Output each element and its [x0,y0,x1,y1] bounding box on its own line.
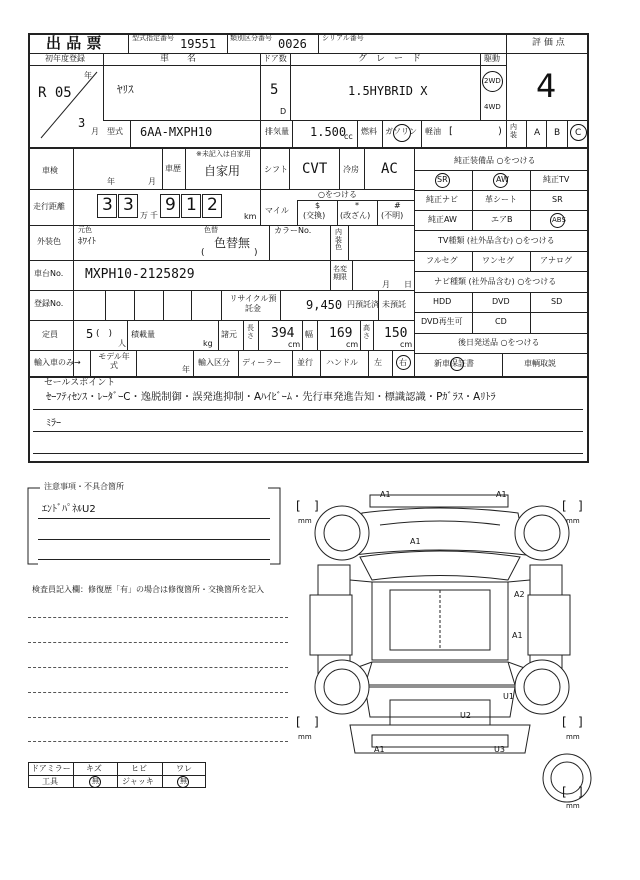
model-value: 6AA-MXPH10 [140,125,213,139]
tire-fr-mm: mm [566,517,580,525]
length-unit: cm [288,340,301,349]
inspection-label: 車検 [42,166,58,175]
chassis-value: MXPH10-2125829 [85,267,195,282]
diag-label-u3: U3 [494,745,505,754]
length-value: 394 [271,326,295,341]
handle-label: ハンドル [326,358,358,367]
height-value: 150 [384,326,408,341]
equip-r2-c2: 革シート [485,195,517,204]
equip-r2-c1: 純正ナビ [426,195,458,204]
tire-spare-mm: mm [566,802,580,810]
grade-value: 1.5HYBRID X [348,84,428,98]
legend-r2: 無 [92,777,99,785]
capacity-label: 定員 [42,330,58,339]
name-label: 車 名 [160,54,197,64]
dealer-label: ディーラー [242,358,282,367]
notes-line-1: ｴﾝﾄﾞﾊﾟﾈﾙU2 [42,504,96,515]
capacity-paren: ( ) [96,329,113,339]
ac-label: 冷房 [343,165,359,174]
mileage-digit-4: 1 [186,195,197,215]
year-unit: 年 [84,71,92,80]
genuine-label: 純正装備品 ○をつける [454,156,536,165]
drive-4wd: 4WD [484,103,501,111]
load-label: 積載量 [131,330,155,339]
width-value: 169 [329,326,353,341]
tire-rr-mm: mm [566,733,580,741]
fuel-label: 燃料 [361,127,377,136]
capacity-unit: 人 [118,339,126,348]
doors-label: ドア数 [263,54,287,63]
model-year-unit: 年 [182,365,190,374]
repaint-value: 色替無 [214,236,251,250]
tamper-label: (改ざん) [340,211,371,220]
legend-r1: 工具 [42,777,58,786]
car-name: ﾔﾘｽ [117,83,134,96]
tv-option-3: アナログ [540,256,572,265]
class-no: 0026 [278,37,307,51]
drive-label: 駆動 [484,54,500,63]
shift-label: シフト [264,165,288,174]
displacement-label: 排気量 [265,127,289,136]
equip-r3-c1: 純正AW [428,215,457,224]
class-no-label: 類別区分番号 [230,34,272,42]
tire-fl-bracket-open: [ [296,499,301,513]
interior-color-label: 内装色 [335,228,342,252]
notes-label: 注意事項・不具合箇所 [44,482,124,491]
tire-fl-mm: mm [298,517,312,525]
meigi-day: 日 [404,280,412,289]
color-label: 外装色 [37,237,61,246]
equip-r1-c2: AW [496,175,509,184]
equip-r1-c3: 純正TV [543,175,570,184]
drive-2wd: 2WD [484,77,501,85]
navi-option-1: HDD [433,297,452,306]
displacement-unit: cc [344,132,353,141]
unknown-label: (不明) [381,211,404,220]
diag-label-u2: U2 [460,711,471,720]
tire-spare-bracket-open: [ [562,785,567,799]
sales-label: セールスポイント [44,378,116,388]
tire-fr-bracket-close: ] [578,499,583,513]
tire-fr-bracket-open: [ [562,499,567,513]
sales-line-1: ｾｰﾌﾃｨｾﾝｽ・ﾚｰﾀﾞｰC・逸脱制御・誤発進抑制・Aﾊｲﾋﾞｰﾑ・先行車発進告知・標識認識・Pｶﾞﾗｽ・Aﾘﾄﾗ [46,391,496,403]
orig-color-label: 元色 [78,226,92,234]
type-no-label: 型式指定番号 [132,34,174,42]
inspection-year: 年 [107,177,115,186]
ac-value: AC [381,161,398,177]
inspection-month: 月 [148,177,156,186]
grade-points-label: 評 価 点 [532,38,565,48]
exchange-sym: $ [315,201,321,210]
mileage-digit-3: 9 [165,195,176,215]
notes-bracket [26,486,282,566]
interior-a: A [534,128,541,138]
diag-label-a1-hood: A1 [410,537,421,546]
mileage-man: 万 [140,211,148,220]
orig-color: ﾎﾜｲﾄ [78,237,97,247]
tire-rr-bracket-close: ] [578,715,583,729]
tire-spare-bracket-close: ] [578,785,583,799]
fuel-diesel: 軽油 [425,127,441,136]
first-reg-year: R 05 [38,85,72,101]
reg-no-label: 登録No. [34,299,64,308]
diag-label-u1: U1 [503,692,514,701]
capacity-value: 5 [86,327,94,341]
repaint-paren-open: ( [201,248,205,258]
import-class-label: 輸入区分 [198,358,230,367]
height-label: 高さ [363,324,370,340]
equip-r2-c3: SR [552,195,563,204]
shift-value: CVT [302,161,328,177]
recycle-unit: 円 [347,300,355,309]
interior-label: 内装 [510,123,517,139]
interior-c: C [575,128,582,138]
exchange-label: (交換) [303,211,326,220]
later-option-2: 車輌取説 [524,359,556,368]
diag-label-a1-rear: A1 [374,745,385,754]
later-label: 後日発送品 ○をつける [458,338,540,347]
mileage-sen: 千 [150,211,158,220]
tire-rl-bracket-open: [ [296,715,301,729]
recycle-amount: 9,450 [306,298,343,312]
width-label: 幅 [305,330,313,339]
grade-points: 4 [536,67,557,105]
tv-option-2: ワンセグ [482,256,514,265]
handle-left: 左 [374,358,382,367]
mileage-unit: km [244,212,257,221]
legend-h4: ワレ [176,764,192,773]
mileage-label: 走行距離 [33,202,65,211]
tv-option-1: フルセグ [426,256,458,265]
interior-b: B [554,128,561,138]
fuel-gas: ガソリン [385,127,417,136]
legend-r3: ジャッキ [122,777,154,786]
tire-fl-bracket-close: ] [314,499,319,513]
dims-label: 諸元 [221,330,237,339]
mileage-digit-1: 3 [102,195,113,215]
grade-label: グ レ ー ド [358,54,422,64]
car-damage-diagram [290,485,595,815]
history-label: 車歴 [165,164,181,173]
tire-rl-mm: mm [298,733,312,741]
tire-rl-bracket-close: ] [314,715,319,729]
chassis-label: 車台No. [34,269,64,278]
serial-label: シリアル番号 [322,34,364,42]
first-reg-month: 3 [78,116,86,130]
equip-r1-c1: SR [437,175,448,184]
displacement-value: 1.500 [310,125,347,139]
history-note: ※未記入は自家用 [196,150,251,158]
import-label: 輸入車のみ→ [34,358,81,367]
recycle-paid: 預託済 [355,300,379,309]
navi-option-2: DVD [492,297,510,306]
unknown-sym: # [394,201,401,210]
model-year-label: モデル年式 [98,352,130,371]
navi-dvd-play: DVD再生可 [421,317,463,326]
doors-value: 5 [270,82,279,98]
first-reg-label: 初年度登録 [45,54,85,63]
tv-label: TV種類 (社外品含む) ○をつける [438,236,555,245]
later-option-1: 新車保証書 [434,359,474,368]
repaint-paren-close: ) [254,248,258,258]
navi-cd: CD [495,317,507,326]
month-unit: 月 [91,127,99,136]
diag-label-a2-right: A2 [514,590,525,599]
repaint-label: 色替 [204,226,218,234]
legend-h1: ドアミラー [31,764,71,773]
navi-label: ナビ種類 (社外品含む) ○をつける [434,277,557,286]
mile-label: マイル [265,206,289,215]
equip-r3-c2: エアB [491,215,513,224]
circle-note: ○をつける [318,190,357,199]
diag-label-a1-right: A1 [512,631,523,640]
tire-rr-bracket-open: [ [562,715,567,729]
color-no-label: カラーNo. [274,226,312,235]
mileage-digit-2: 3 [123,195,134,215]
load-unit: kg [203,339,213,348]
height-unit: cm [400,340,413,349]
equip-r3-c3: ABS [552,216,566,224]
model-label: 型式 [107,127,123,136]
meigi-label: 名変期限 [333,265,347,282]
tamper-sym: * [355,201,359,210]
width-unit: cm [346,340,359,349]
navi-option-3: SD [551,297,563,306]
doors-sub: D [280,107,287,116]
parallel-label: 並行 [297,358,313,367]
length-label: 長さ [247,324,254,340]
legend-r4: 無 [180,777,187,785]
mileage-digit-5: 2 [207,195,218,215]
recycle-label: リサイクル預託金 [229,294,277,313]
inspector-label: 検査員記入欄：修復歴「有」の場合は修復箇所・交換箇所を記入 [32,585,264,594]
history-value: 自家用 [204,164,241,178]
legend-h2: キズ [86,764,102,773]
handle-right: 右 [399,358,407,367]
diag-label-a1-front-left: A1 [380,490,391,499]
meigi-month: 月 [382,280,390,289]
type-no: 19551 [180,37,217,51]
diag-label-a1-front-right: A1 [496,490,507,499]
recycle-unpaid: 未預託 [382,300,406,309]
form-title: 出 品 票 [46,34,102,52]
sales-line-2: ﾐﾗｰ [46,418,61,429]
legend-h3: ヒビ [131,764,147,773]
